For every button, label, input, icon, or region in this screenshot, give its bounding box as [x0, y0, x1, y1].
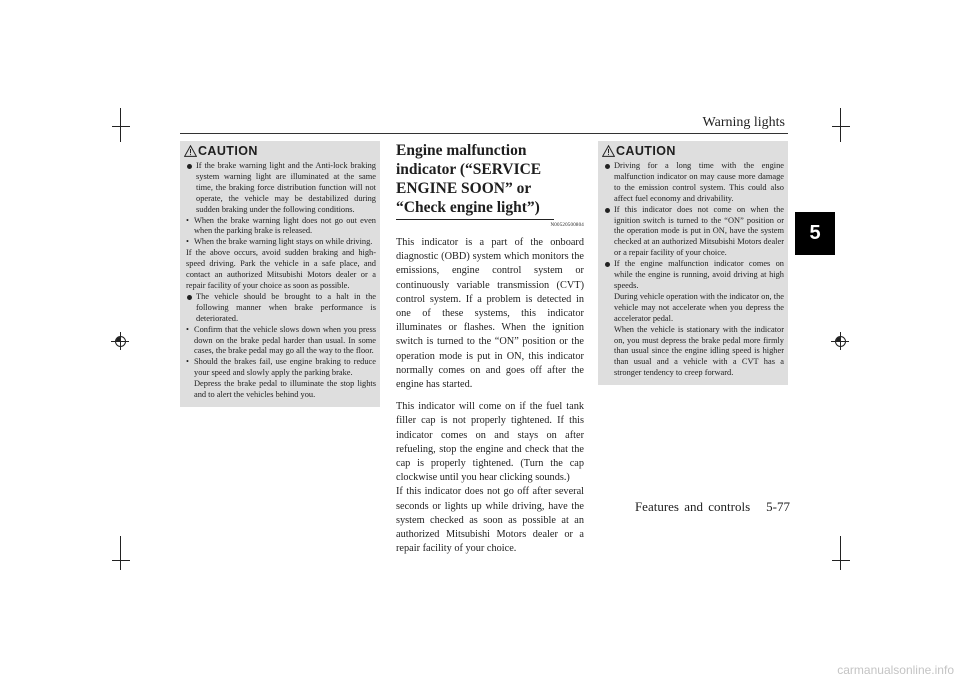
caution-item-text: Driving for a long time with the engine malfunction indicator on may cause more damage to the emission control system. This could also affect fuel economy and drivability. — [614, 161, 784, 203]
caution-text — [598, 161, 788, 385]
section-engine-malfunction — [396, 141, 584, 556]
warning-triangle-icon — [602, 145, 615, 157]
caution-subitem-continuation: Depress the brake pedal to illuminate the stop lights and to alert the vehicles behind you. — [194, 379, 376, 400]
caution-subitem: • Should the brakes fail, use engine braking to reduce your speed and slowly apply the parking brake. Depress the brake pedal to illuminate the stop lights and to alert the vehicles behind you. — [186, 357, 376, 400]
crop-mark-bottom-right-horizontal — [832, 560, 850, 561]
caution-item — [604, 161, 784, 205]
bullet-icon — [187, 295, 192, 300]
caution-item — [604, 259, 784, 379]
caution-item-text: If this indicator does not come on when the ignition switch is turned to the “ON” position or the operation mode is put in ON, have the system checked at an authorized Mitsubishi Motors dealer or a repair facility of your choice. — [614, 204, 784, 258]
caution-heading — [602, 144, 788, 158]
caution-subitem: • When the brake warning light does not go out even when the parking brake is released. — [186, 215, 376, 236]
caution-subitem: • Confirm that the vehicle slows down when you press down on the brake pedal harder than usual. In some cases, the brake pedal may go all the way to the floor. — [186, 324, 376, 356]
crop-mark-top-left-horizontal — [112, 126, 130, 127]
page-footer — [635, 499, 790, 515]
caution-item — [604, 205, 784, 260]
body-paragraph: This indicator is a part of the onboard diagnostic (OBD) system which monitors the emissions, engine control system or continuously variable transmission (CVT) control system. If a problem is detected in one of these systems, this indicator illuminates or flashes. When the ignition switch is turned to the “ON” position or the operation mode is put in ON, this indicator normally comes on and goes off after the engine has started. — [396, 237, 584, 391]
caution-title: CAUTION — [198, 144, 258, 158]
caution-subitem-text: When the brake warning light does not go out even when the parking brake is released. — [194, 215, 376, 236]
crop-mark-top-right-vertical — [840, 108, 841, 142]
registration-mark-right — [831, 332, 849, 350]
caution-text — [180, 161, 380, 407]
caution-followup-text: If the above occurs, avoid sudden braking and high-speed driving. Park the vehicle in a safe place, and contact an authorized Mitsubishi Motors dealer or a repair facility of your choice as soon as possible. — [186, 248, 376, 290]
caution-item-text: If the engine malfunction indicator comes on while the engine is running, avoid driving at high speeds. — [614, 259, 784, 290]
bullet-icon — [605, 208, 610, 213]
caution-heading — [184, 144, 380, 158]
body-paragraph: This indicator will come on if the fuel tank filler cap is not properly tightened. If this indicator comes on and stays on after refueling, stop the engine and check that the cap is properly tightened. (Turn the cap clockwise until you hear clicking sounds.) — [396, 401, 584, 484]
section-code: N00520500804 — [550, 223, 584, 228]
crop-mark-bottom-right-vertical — [840, 536, 841, 570]
caution-title: CAUTION — [616, 144, 676, 158]
caution-item-text: If the brake warning light and the Anti-lock braking system warning light are illuminated at the same time, the braking force distribution function will not operate, the vehicle may be destabilized during sudden braking under the following conditions. — [196, 161, 376, 214]
watermark: carmanualsonline.info — [837, 663, 954, 677]
crop-mark-top-left-vertical — [120, 108, 121, 142]
caution-item — [186, 292, 376, 325]
caution-item-text: When the vehicle is stationary with the indicator on, you must depress the brake pedal more firmly than usual since the engine idling speed is higher than usual and a vehicle with a CVT has a stronger tendency to creep forward. — [614, 324, 784, 378]
crop-mark-bottom-left-horizontal — [112, 560, 130, 561]
section-heading: Engine malfunction indicator (“SERVICE ENGINE SOON” or “Check engine light”) — [396, 142, 542, 216]
warning-triangle-icon — [184, 145, 197, 157]
chapter-tab: 5 — [795, 212, 835, 255]
footer-section: Features and controls — [634, 499, 751, 514]
header-rule — [180, 133, 788, 134]
caution-item-text: The vehicle should be brought to a halt in the following manner when brake performance is deteriorated. — [196, 291, 376, 323]
caution-subitem-text: Should the brakes fail, use engine braking to reduce your speed and slowly apply the parking brake. — [194, 357, 376, 378]
bullet-icon — [605, 262, 610, 267]
bullet-icon — [605, 164, 610, 169]
heading-rule — [396, 219, 554, 220]
caution-item-text: During vehicle operation with the indicator on, the vehicle may not accelerate when you depress the accelerator pedal. — [614, 291, 784, 323]
caution-box-right — [598, 141, 788, 385]
crop-mark-top-right-horizontal — [832, 126, 850, 127]
crop-mark-bottom-left-vertical — [120, 536, 121, 570]
caution-subitem-text: When the brake warning light stays on while driving. — [194, 237, 373, 247]
caution-subitem: • When the brake warning light stays on while driving. — [186, 237, 376, 248]
body-paragraph: If this indicator does not go off after several seconds or lights up while driving, have the system checked as soon as possible at an authorized Mitsubishi Motors dealer or a repair facility of your choice. — [396, 486, 584, 555]
caution-box-left — [180, 141, 380, 407]
caution-subitem-text: Confirm that the vehicle slows down when you press down on the brake pedal harder than usual. In some cases, the brake pedal may go all the way to the floor. — [194, 324, 376, 356]
page-number: 5-77 — [766, 499, 790, 514]
page-header-title: Warning lights — [702, 115, 785, 130]
registration-mark-left — [111, 332, 129, 350]
bullet-icon — [187, 164, 192, 169]
caution-item — [186, 161, 376, 216]
